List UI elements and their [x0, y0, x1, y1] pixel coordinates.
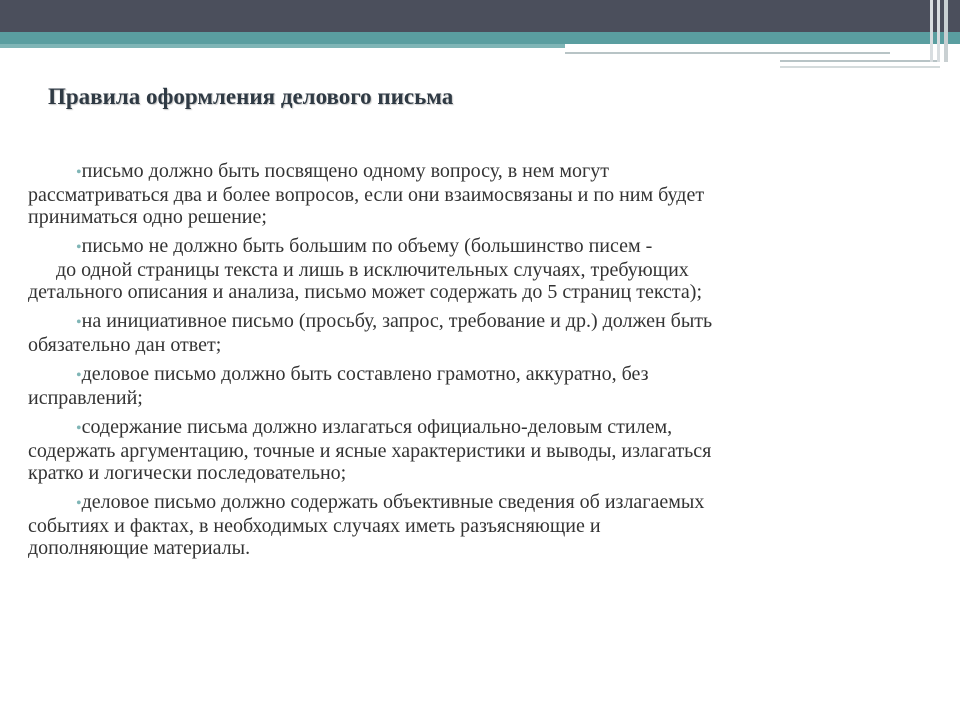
bullet-icon: •: [76, 314, 82, 331]
decorative-stripe: [930, 0, 933, 62]
list-item: [28, 416, 948, 484]
header-bar: [0, 0, 960, 32]
list-item-line: письмо не должно быть большим по объему (большинство писем -: [81, 235, 653, 257]
list-item-line: письмо должно быть посвящено одному вопросу, в нем могут: [81, 160, 609, 182]
accent-band: [0, 32, 960, 44]
accent-band-lower: [0, 44, 565, 48]
list-item-line: на инициативное письмо (просьбу, запрос, требование и др.) должен быть: [81, 310, 713, 332]
decorative-stripe: [937, 0, 940, 62]
bullet-icon: •: [76, 367, 82, 384]
bullet-icon: •: [76, 420, 82, 437]
list-item-line: исправлений;: [28, 387, 143, 409]
decorative-line: [565, 52, 890, 54]
list-item-line: событиях и фактах, в необходимых случаях иметь разъясняющие и: [28, 515, 601, 537]
list-item-line: содержать аргументацию, точные и ясные характеристики и выводы, излагаться: [28, 440, 712, 462]
decorative-line: [780, 66, 940, 68]
bullet-icon: •: [76, 495, 82, 512]
rules-list: [28, 160, 948, 566]
list-item-line: приниматься одно решение;: [28, 206, 267, 228]
list-item: [28, 491, 948, 559]
slide-title: Правила оформления делового письма: [48, 84, 454, 109]
decorative-stripe: [944, 0, 948, 62]
list-item-line: рассматриваться два и более вопросов, если они взаимосвязаны и по ним будет: [28, 184, 705, 206]
list-item: [28, 160, 948, 228]
list-item-line: до одной страницы текста и лишь в исключительных случаях, требующих: [56, 259, 689, 281]
list-item-line: обязательно дан ответ;: [28, 334, 222, 356]
bullet-icon: •: [76, 239, 82, 256]
list-item-line: дополняющие материалы.: [28, 537, 251, 559]
decorative-line: [780, 60, 940, 62]
list-item-line: деловое письмо должно быть составлено грамотно, аккуратно, без: [81, 363, 649, 385]
list-item-line: содержание письма должно излагаться официально-деловым стилем,: [81, 416, 673, 438]
list-item-line: деловое письмо должно содержать объективные сведения об излагаемых: [81, 491, 705, 513]
list-item-line: детального описания и анализа, письмо может содержать до 5 страниц текста);: [28, 281, 703, 303]
bullet-icon: •: [76, 164, 82, 181]
list-item: [28, 363, 948, 409]
list-item: [28, 310, 948, 356]
list-item: [28, 235, 948, 303]
list-item-line: кратко и логически последовательно;: [28, 462, 347, 484]
